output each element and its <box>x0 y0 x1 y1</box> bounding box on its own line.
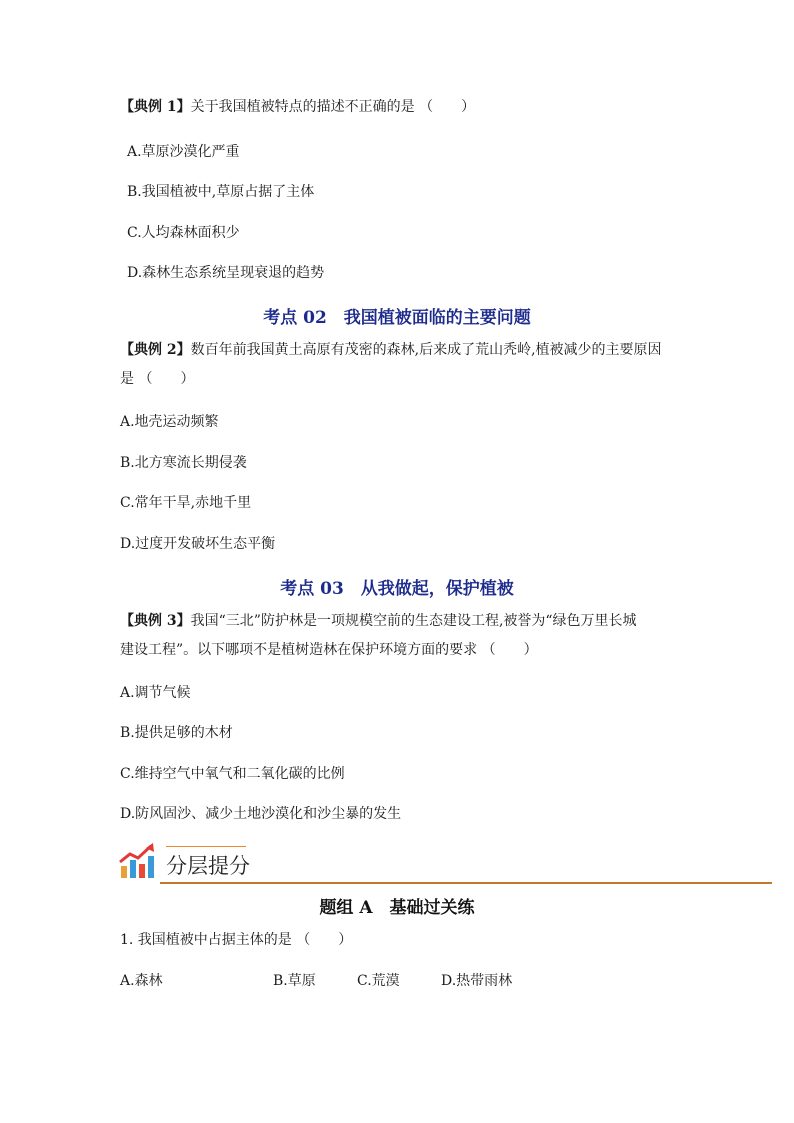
q1-option-d: D.热带雨林 <box>441 973 513 989</box>
example2-line2: 是 （ ） <box>120 371 195 387</box>
example2-line1: 数百年前我国黄土高原有茂密的森林,后来成了荒山秃岭,植被减少的主要原因 <box>190 342 662 358</box>
example3-option-d: D.防风固沙、减少土地沙漠化和沙尘暴的发生 <box>120 806 402 822</box>
example1-text: 关于我国植被特点的描述不正确的是 （ ） <box>190 99 476 115</box>
example3-option-c: C.维持空气中氧气和二氧化碳的比例 <box>120 766 345 782</box>
example1-option-c: C.人均森林面积少 <box>127 225 240 241</box>
bar-chart-growth-icon <box>118 842 158 880</box>
q1-option-c: C.荒漠 <box>357 973 400 989</box>
example1-option-a: A.草原沙漠化严重 <box>127 144 240 160</box>
example1-question <box>120 93 475 121</box>
example3-option-b: B.提供足够的木材 <box>120 725 233 741</box>
q1-option-b: B.草原 <box>273 973 316 989</box>
example3-option-a: A.调节气候 <box>120 685 191 701</box>
example2-option-a: A.地壳运动频繁 <box>120 414 219 430</box>
example1-option-b: B.我国植被中,草原占据了主体 <box>127 184 315 200</box>
section03-heading: 考点 03 从我做起，保护植被 <box>280 579 514 599</box>
banner-title: 分层提分 <box>166 854 250 878</box>
example3-line2: 建设工程”。以下哪项不是植树造林在保护环境方面的要求 （ ） <box>120 642 538 658</box>
example1-label: 【典例 1】 <box>120 99 191 115</box>
example2-label: 【典例 2】 <box>120 342 191 358</box>
group-a-heading: 题组 A 基础过关练 <box>319 898 475 918</box>
q1-option-a: A.森林 <box>120 973 163 989</box>
q1-text: 1. 我国植被中占据主体的是 （ ） <box>120 932 353 948</box>
example1-option-d: D.森林生态系统呈现衰退的趋势 <box>127 265 325 281</box>
example3-question <box>120 607 637 635</box>
section02-heading: 考点 02 我国植被面临的主要问题 <box>263 308 531 328</box>
example2-option-b: B.北方寒流长期侵袭 <box>120 455 247 471</box>
example2-question <box>120 336 662 364</box>
example2-option-c: C.常年干旱,赤地千里 <box>120 495 252 511</box>
example3-label: 【典例 3】 <box>120 613 191 629</box>
example3-line1: 我国“三北”防护林是一项规模空前的生态建设工程,被誉为“绿色万里长城 <box>190 613 637 629</box>
example2-option-d: D.过度开发破坏生态平衡 <box>120 536 276 552</box>
banner-accent-line <box>166 846 246 847</box>
section-divider <box>160 882 772 884</box>
